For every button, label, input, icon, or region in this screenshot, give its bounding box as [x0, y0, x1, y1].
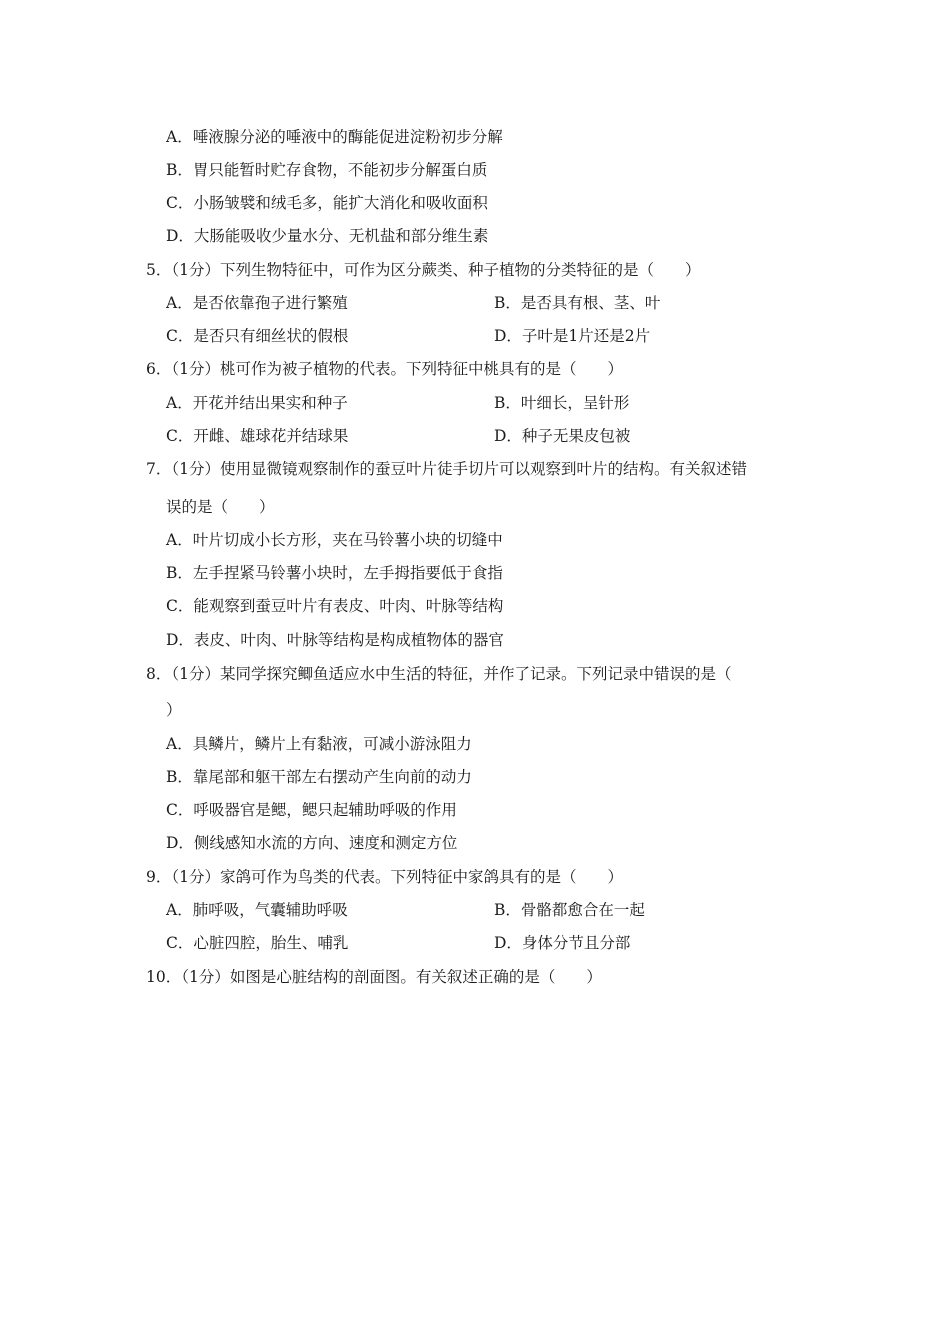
- question-8-stem: 8．（1分）某同学探究鲫鱼适应水中生活的特征，并作了记录。下列记录中错误的是（: [146, 665, 732, 683]
- question-5-option-d: D．子叶是1片还是2片: [494, 327, 651, 345]
- question-8-option-d: D．侧线感知水流的方向、速度和测定方位: [166, 834, 458, 852]
- question-9-stem: 9．（1分）家鸽可作为鸟类的代表。下列特征中家鸽具有的是（ ）: [146, 868, 623, 886]
- question-6-option-a: A．开花并结出果实和种子: [166, 394, 348, 412]
- prev-option-a: A．唾液腺分泌的唾液中的酶能促进淀粉初步分解: [166, 128, 503, 146]
- question-8-option-a: A．具鳞片，鳞片上有黏液，可减小游泳阻力: [166, 735, 472, 753]
- question-8-stem-continued: ）: [166, 701, 182, 719]
- question-7-option-d: D．表皮、叶肉、叶脉等结构是构成植物体的器官: [166, 631, 504, 649]
- question-8-option-c: C．呼吸器官是鳃，鳃只起辅助呼吸的作用: [166, 801, 457, 819]
- prev-option-c: C．小肠皱襞和绒毛多，能扩大消化和吸收面积: [166, 194, 488, 212]
- question-7-stem: 7．（1分）使用显微镜观察制作的蚕豆叶片徒手切片可以观察到叶片的结构。有关叙述错: [146, 460, 747, 478]
- question-6-stem: 6．（1分）桃可作为被子植物的代表。下列特征中桃具有的是（ ）: [146, 360, 623, 378]
- question-7-option-a: A．叶片切成小长方形，夹在马铃薯小块的切缝中: [166, 531, 503, 549]
- question-7-stem-continued: 误的是（ ）: [166, 498, 275, 516]
- question-5-option-b: B．是否具有根、茎、叶: [494, 294, 661, 312]
- question-9-option-a: A．肺呼吸，气囊辅助呼吸: [166, 901, 348, 919]
- question-9-option-c: C．心脏四腔，胎生、哺乳: [166, 934, 349, 952]
- question-7-option-b: B．左手捏紧马铃薯小块时，左手拇指要低于食指: [166, 564, 503, 582]
- prev-option-b: B．胃只能暂时贮存食物，不能初步分解蛋白质: [166, 161, 488, 179]
- question-9-option-b: B．骨骼都愈合在一起: [494, 901, 645, 919]
- question-10-stem: 10．（1分）如图是心脏结构的剖面图。有关叙述正确的是（ ）: [146, 968, 602, 986]
- question-5-option-c: C．是否只有细丝状的假根: [166, 327, 349, 345]
- prev-option-d: D．大肠能吸收少量水分、无机盐和部分维生素: [166, 227, 489, 245]
- question-6-option-c: C．开雌、雄球花并结球果: [166, 427, 349, 445]
- question-7-option-c: C．能观察到蚕豆叶片有表皮、叶肉、叶脉等结构: [166, 597, 504, 615]
- question-6-option-b: B．叶细长，呈针形: [494, 394, 630, 412]
- question-8-option-b: B．靠尾部和躯干部左右摆动产生向前的动力: [166, 768, 472, 786]
- question-6-option-d: D．种子无果皮包被: [494, 427, 631, 445]
- question-9-option-d: D．身体分节且分部: [494, 934, 631, 952]
- question-5-option-a: A．是否依靠孢子进行繁殖: [166, 294, 348, 312]
- question-5-stem: 5．（1分）下列生物特征中，可作为区分蕨类、种子植物的分类特征的是（ ）: [146, 261, 701, 279]
